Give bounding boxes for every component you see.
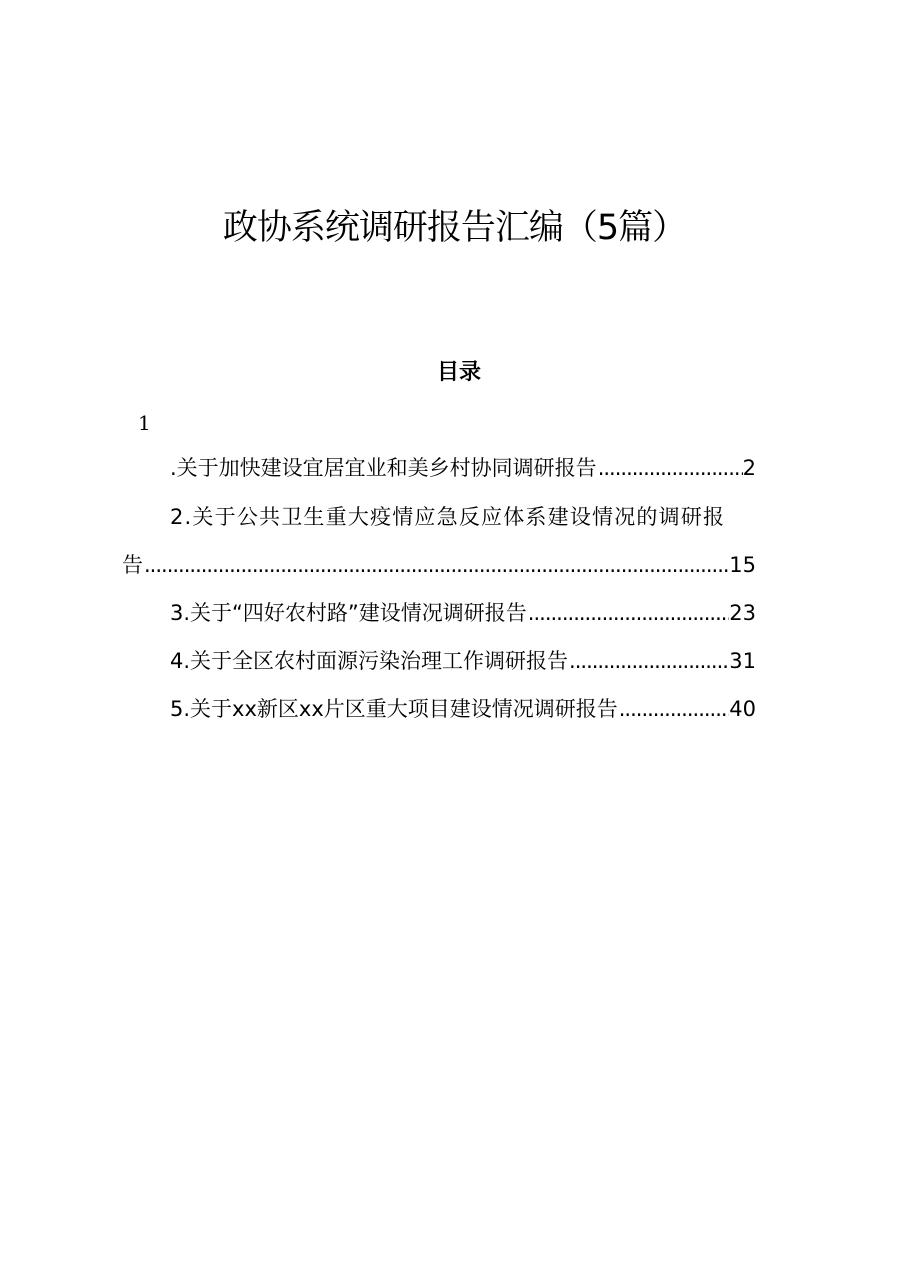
toc-entry-4-text: 4.关于全区农村面源污染治理工作调研报告 (170, 649, 569, 673)
toc-entry-1-text: .关于加快建设宜居宜业和美乡村协同调研报告 (170, 456, 597, 480)
toc-entry-1-page: 2 (742, 456, 756, 480)
toc-heading: 目录 (436, 359, 481, 385)
document-title: 政协系统调研报告汇编（5篇） (222, 208, 687, 248)
toc-entry-5-leader (618, 694, 730, 724)
toc-entry-1[interactable] (170, 453, 756, 483)
stray-number: 1 (138, 411, 151, 435)
toc-entry-2-line1[interactable]: 2.关于公共卫生重大疫情应急反应体系建设情况的调研报 (170, 505, 726, 529)
toc-entry-4-page: 31 (729, 649, 756, 673)
toc-entry-2-line2[interactable] (122, 550, 756, 580)
toc-entry-3[interactable] (170, 598, 756, 628)
toc-entry-5[interactable] (170, 694, 756, 724)
toc-entry-3-page: 23 (729, 601, 756, 625)
toc-entry-3-leader (527, 598, 729, 628)
toc-entry-2-page: 15 (729, 553, 756, 577)
toc-entry-5-page: 40 (729, 697, 756, 721)
toc-entry-2-text-continued: 告 (122, 553, 143, 577)
toc-entry-2-leader (143, 550, 729, 580)
toc-entry-3-text: 3.关于“四好农村路”建设情况调研报告 (170, 601, 527, 625)
toc-entry-4[interactable] (170, 646, 756, 676)
toc-entry-5-text: 5.关于xx新区xx片区重大项目建设情况调研报告 (170, 697, 618, 721)
toc-entry-4-leader (568, 646, 729, 676)
toc-entry-1-leader (597, 453, 743, 483)
